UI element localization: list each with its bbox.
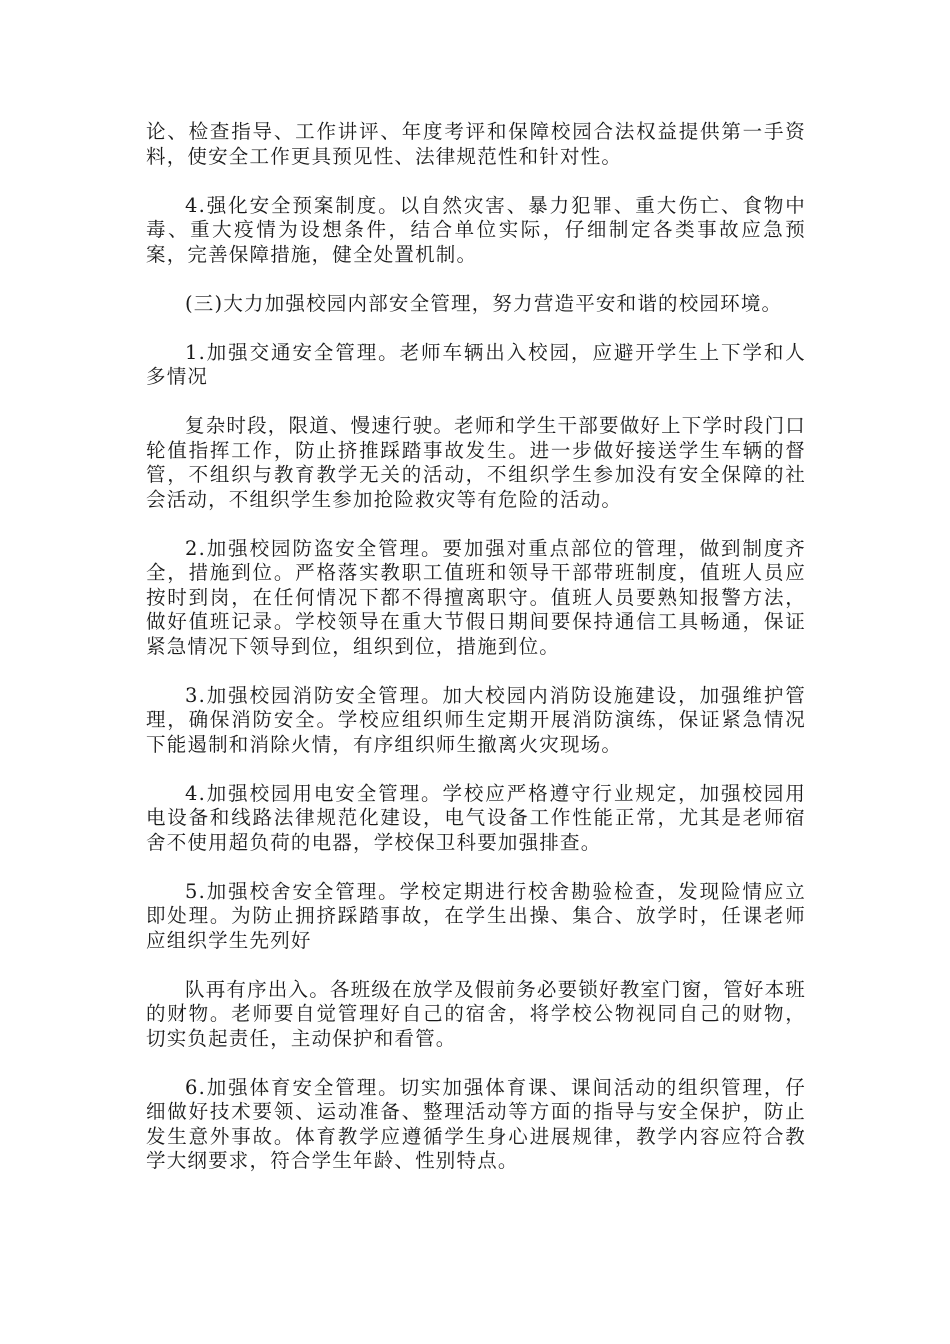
- paragraph-theft-prevention: 2.加强校园防盗安全管理。要加强对重点部位的管理，做到制度齐全，措施到位。严格落实教职工值班和领导干部带班制度，值班人员应按时到岗，在任何情况下都不得擅离职守。值班人员要熟知报警方法，做好值班记录。学校领导在重大节假日期间要保持通信工具畅通，保证紧急情况下领导到位，组织到位，措施到位。: [146, 536, 806, 658]
- paragraph-emergency-plan: 4.强化安全预案制度。以自然灾害、暴力犯罪、重大伤亡、食物中毒、重大疫情为设想条件，结合单位实际，仔细制定各类事故应急预案，完善保障措施，健全处置机制。: [146, 193, 806, 266]
- paragraph-fire-safety: 3.加强校园消防安全管理。加大校园内消防设施建设，加强维护管理，确保消防安全。学校应组织师生定期开展消防演练，保证紧急情况下能遏制和消除火情，有序组织师生撤离火灾现场。: [146, 683, 806, 756]
- paragraph-continued: 论、检查指导、工作讲评、年度考评和保障校园合法权益提供第一手资料，使安全工作更具预见性、法律规范性和针对性。: [146, 120, 806, 168]
- paragraph-sports-safety: 6.加强体育安全管理。切实加强体育课、课间活动的组织管理，仔细做好技术要领、运动准备、整理活动等方面的指导与安全保护，防止发生意外事故。体育教学应遵循学生身心进展规律，教学内容应符合教学大纲要求，符合学生年龄、性别特点。: [146, 1075, 806, 1172]
- paragraph-traffic-safety-cont: 复杂时段，限道、慢速行驶。老师和学生干部要做好上下学时段门口轮值指挥工作，防止挤推踩踏事故发生。进一步做好接送学生车辆的督管，不组织与教育教学无关的活动，不组织学生参加没有安全保障的社会活动，不组织学生参加抢险救灾等有危险的活动。: [146, 414, 807, 511]
- paragraph-traffic-safety: 1.加强交通安全管理。老师车辆出入校园，应避开学生上下学和人多情况: [146, 340, 806, 388]
- paragraph-building-safety-cont: 队再有序出入。各班级在放学及假前务必要锁好教室门窗，管好本班的财物。老师要自觉管理好自己的宿舍，将学校公物视同自己的财物，切实负起责任，主动保护和看管。: [146, 977, 807, 1050]
- document-body: [146, 120, 806, 1198]
- paragraph-building-safety: 5.加强校舍安全管理。学校定期进行校舍勘验检查，发现险情应立即处理。为防止拥挤踩踏事故，在学生出操、集合、放学时，任课老师应组织学生先列好: [146, 879, 806, 952]
- paragraph-electrical-safety: 4.加强校园用电安全管理。学校应严格遵守行业规定，加强校园用电设备和线路法律规范化建设，电气设备工作性能正常，尤其是老师宿舍不使用超负荷的电器，学校保卫科要加强排查。: [146, 781, 806, 854]
- section-heading-internal-safety: (三)大力加强校园内部安全管理，努力营造平安和谐的校园环境。: [185, 291, 783, 315]
